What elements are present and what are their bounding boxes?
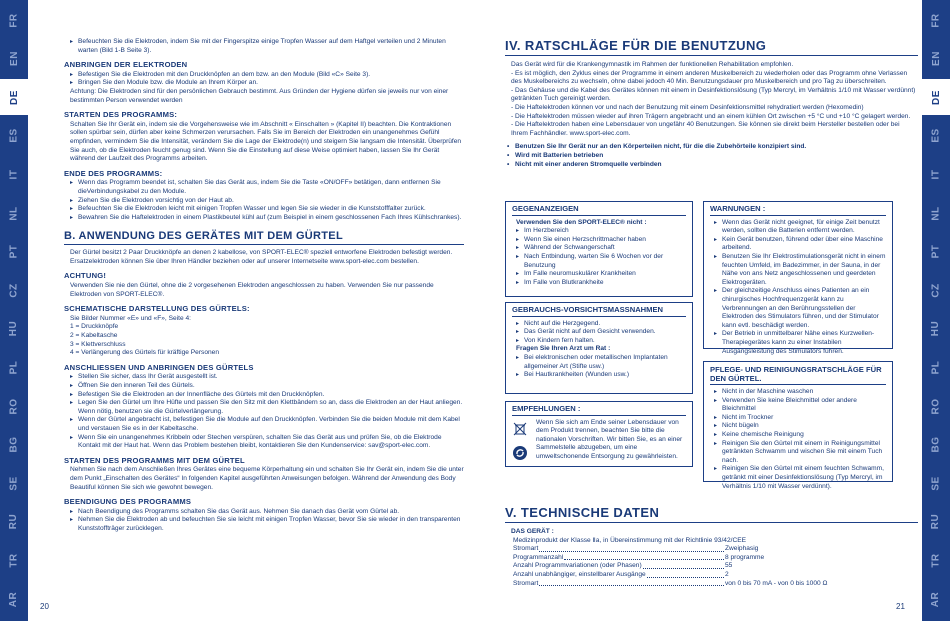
wheelie-bin-crossed-icon bbox=[512, 421, 528, 437]
recommendations-text: Wenn Sie sich am Ende seiner Lebensdauer von dem Produkt trennen, beachten Sie bitte die nationalen Vorschriften. Wir bitten Sie, es an einer Sammelstelle abzugeben, um eine umweltschonende Entsorgung zu gewährleisten. bbox=[536, 418, 683, 460]
language-label: HU bbox=[8, 321, 20, 337]
language-strip-left bbox=[0, 0, 28, 621]
section-title: STARTEN DES PROGRAMMS: bbox=[64, 110, 178, 120]
bullet-item: ▸ Nach Beendigung des Programms schalten Sie das Gerät aus. Nehmen Sie danach das Gerät vom Gürtel ab. bbox=[70, 508, 464, 517]
language-label: PT bbox=[930, 244, 942, 259]
language-tab-pl bbox=[922, 349, 950, 385]
language-label: IT bbox=[930, 169, 942, 180]
language-label: RO bbox=[8, 398, 20, 414]
intro-bullet: ▸ Befeuchten Sie die Elektroden, indem Sie mit der Fingerspitze einige Tropfen Wasser auf dem Haftgel verteilen und 2 Minuten warten (Bild 1-B Seite 3). bbox=[70, 38, 464, 55]
language-label: FR bbox=[8, 12, 20, 28]
language-tab-en bbox=[922, 41, 950, 77]
box-title: EMPFEHLUNGEN : bbox=[512, 405, 686, 416]
warnings-list bbox=[710, 219, 886, 357]
page-number-left: 20 bbox=[40, 602, 49, 611]
language-tab-de bbox=[0, 79, 28, 115]
bullet-item: ▸ Bewahren Sie die Haftelektroden in einem Plastikbeutel kühl auf (zum Beispiel in einem geschlossenen Fach Ihres Kühlschrankes). bbox=[70, 214, 464, 223]
paragraph: - Das Gehäuse und die Kabel des Gerätes können mit einem in Desinfektionslösung (Typ Mercryl, im Verhältnis 1/10 mit Wasser verdünnt) getränkten Tuch gereinigt werden. bbox=[511, 86, 916, 103]
language-tab-es bbox=[0, 118, 28, 154]
recycle-icon bbox=[512, 445, 528, 461]
list-item: ▸ Der Betrieb in unmittelbarer Nähe eines Kurzwellen-Therapiegerätes kann zu einer Instabilen Ausgangsleistung des Stimulators führen. bbox=[714, 330, 886, 356]
list-item: ▸ Wenn das Gerät nicht geeignet, für einige Zeit benutzt werden, sollten die Batterien entfernt werden. bbox=[714, 219, 886, 236]
paragraph: Der Gürtel besitzt 2 Paar Druckknöpfe an denen 2 kabellose, von SPORT-ELEC® speziell entworfene Elektroden befestigt werden. Ersatzelektroden können Sie über Ihren Händler beziehen oder auf unserer Internetseite www.sport-elec.com bestellen. bbox=[70, 249, 453, 265]
contraindications-list bbox=[512, 227, 686, 287]
language-tab-it bbox=[0, 156, 28, 192]
list-item: ▸ Nach Entbindung, warten Sie 6 Wochen vor der Benutzung bbox=[516, 253, 686, 270]
list-item: ▸ Benutzen Sie Ihr Elektrostimulationsgerät nicht in einem feuchten Umfeld, im Badezimmer, in der Sauna, in der Nähe von ans Netz angeschlossenen und geerdeten Elektrogeräten. bbox=[714, 253, 886, 287]
section-title: BEENDIGUNG DES PROGRAMMS bbox=[64, 497, 192, 507]
language-tab-ar bbox=[0, 581, 28, 617]
dot-leader bbox=[564, 554, 724, 561]
list-item: ▸ Wenn Sie einen Herzschrittmacher haben bbox=[516, 236, 686, 245]
language-tab-de bbox=[922, 79, 950, 115]
chapter-heading: B. ANWENDUNG DES GERÄTES MIT DEM GÜRTEL bbox=[64, 230, 464, 245]
list-item: ▸ Bei Hautkrankheiten (Wunden usw.) bbox=[516, 371, 686, 380]
list-item: ▸ Reinigen Sie den Gürtel mit einem feuchten Schwamm, getränkt mit einer Desinfektionslösung (Typ Mercryl, im Verhältnis 1/10 mit Wasser verdünnt). bbox=[714, 465, 886, 491]
bold-bullet: • Nicht mit einer anderen Stromquelle verbinden bbox=[507, 161, 918, 170]
list-item: 4 = Verlängerung des Gürtels für kräftige Personen bbox=[70, 349, 219, 357]
language-tab-bg bbox=[922, 427, 950, 463]
bullet-item: ▸ Befeuchten Sie die Elektroden leicht mit einigen Tropfen Wasser und legen Sie sie wieder in die Kunststofffalter zurück. bbox=[70, 205, 464, 214]
language-tab-se bbox=[0, 465, 28, 501]
list-item: ▸ Reinigen Sie den Gürtel mit einem in Reinigungsmittel getränkten Schwamm und wischen Sie mit einem Tuch nach. bbox=[714, 440, 886, 466]
language-tab-cz bbox=[922, 272, 950, 308]
tech-subtitle: DAS GERÄT : bbox=[511, 528, 554, 535]
right-page bbox=[505, 38, 918, 169]
list-item: 2 = Kabeltasche bbox=[70, 332, 118, 340]
bold-bullet: • Benutzen Sie Ihr Gerät nur an den Körperteilen nicht, für die die Zubehörteile konzipiert sind. bbox=[507, 143, 918, 152]
tech-value: 8 programme bbox=[725, 553, 765, 561]
language-label: DE bbox=[8, 89, 20, 105]
bullet-item: ▸ Ziehen Sie die Elektroden vorsichtig von der Haut ab. bbox=[70, 197, 464, 206]
language-tab-tr bbox=[0, 542, 28, 578]
language-tab-tr bbox=[922, 542, 950, 578]
bullet-item: ▸ Wenn der Gürtel angebracht ist, befestigen Sie die Module auf den Druckknöpfen. Verbinden Sie die beiden Module mit dem Kabel und verstauen Sie es in der Kabeltasche. bbox=[70, 416, 464, 433]
list-item: ▸ Nicht bügeln bbox=[714, 422, 886, 431]
language-tab-nl bbox=[0, 195, 28, 231]
tech-key: Programmanzahl bbox=[513, 553, 564, 561]
section-title: ANSCHLIESSEN UND ANBRINGEN DES GÜRTELS bbox=[64, 362, 254, 372]
language-label: AR bbox=[8, 591, 20, 607]
tech-row bbox=[513, 562, 835, 571]
tech-row bbox=[513, 571, 835, 580]
tech-row bbox=[513, 545, 835, 554]
dot-leader bbox=[643, 562, 724, 569]
bullet-item: ▸ Wenn das Programm beendet ist, schalten Sie das Gerät aus, indem Sie die Taste «ON/OFF» betätigen, dann entfernen Sie dieVerbindungskabel zu den Module. bbox=[70, 179, 464, 196]
box-title: GEBRAUCHS-VORSICHTSMASSNAHMEN bbox=[512, 306, 686, 317]
bullet-item: ▸ Legen Sie den Gürtel um Ihre Hüfte und passen Sie den Sitz mit den Klettbändern so an, dass die Elektroden an der Haut anliegen. Wenn nötig, benutzen sie die Gürtelverlängerung. bbox=[70, 399, 464, 416]
paragraph: - Die Haftelektroden können vor und nach der Benutzung mit einem Desinfektionsmittel rehydratiert werden (Hexomedin) bbox=[511, 103, 864, 111]
tech-value: 2 bbox=[725, 570, 729, 578]
list-item: ▸ Während der Schwangerschaft bbox=[516, 244, 686, 253]
care-list bbox=[710, 388, 886, 491]
section-title: ANBRINGEN DER ELEKTRODEN bbox=[64, 60, 188, 70]
paragraph: Nehmen Sie nach dem Anschließen Ihres Gerätes eine bequeme Körperhaltung ein und schalten Sie Ihr Gerät ein, indem Sie die unter dem Punkt „Einschalten des Gerätes“ In folgenden Kapitel ausgeführten Anweisungen befolgen. Während der Anwendung des Body Beautiful können Sie sich wie gewohnt bewegen. bbox=[70, 466, 464, 491]
language-tab-ro bbox=[0, 388, 28, 424]
tech-key: Stromart bbox=[513, 579, 539, 587]
tech-value: von 0 bis 70 mA - von 0 bis 1000 Ω bbox=[725, 579, 828, 587]
precautions-list-2 bbox=[512, 354, 686, 380]
language-label: PT bbox=[8, 244, 20, 259]
language-label: TR bbox=[930, 553, 942, 568]
language-tab-hu bbox=[922, 311, 950, 347]
list-item: ▸ Nicht in der Maschine waschen bbox=[714, 388, 886, 397]
paragraph: - Es ist möglich, den Zyklus eines der Programme in einem anderen Muskelbereich zu wiederholen oder das Programm ohne Verlassen des Muskelbereichs zu wechseln, ohne dabei jedoch 40 Min. Benutzungsdauer pro Muskelbereich und pro Tag zu überschreiten. bbox=[511, 69, 908, 86]
language-tab-hu bbox=[0, 311, 28, 347]
language-tab-fr bbox=[0, 2, 28, 38]
list-item: ▸ Nicht auf die Herzgegend. bbox=[516, 320, 686, 329]
box-title: PFLEGE- UND REINIGUNGSRATSCHLÄGE FÜR DEN GÜRTEL. bbox=[710, 365, 886, 385]
language-tab-fr bbox=[922, 2, 950, 38]
box-title: WARNUNGEN : bbox=[710, 205, 886, 216]
language-tab-bg bbox=[0, 427, 28, 463]
language-tab-en bbox=[0, 41, 28, 77]
language-label: NL bbox=[8, 205, 20, 221]
section-title: ACHTUNG! bbox=[64, 271, 107, 281]
paragraph: Verwenden Sie nie den Gürtel, ohne die 2 vorgesehenen Elektroden angeschlossen zu haben. Verwenden Sie nur passende Elektroden von SPORT-ELEC®. bbox=[70, 282, 434, 298]
language-label: RU bbox=[8, 514, 20, 530]
language-tab-ru bbox=[922, 504, 950, 540]
page-number-right: 21 bbox=[896, 602, 905, 611]
tech-key: Anzahl unabhängiger, einstellbarer Ausgänge bbox=[513, 570, 646, 578]
language-label: FR bbox=[930, 12, 942, 28]
dot-leader bbox=[539, 580, 724, 587]
section-title: ENDE DES PROGRAMMS: bbox=[64, 168, 163, 178]
box-title: GEGENANZEIGEN bbox=[512, 205, 686, 216]
language-label: TR bbox=[8, 553, 20, 568]
list-item: ▸ Das Gerät nicht auf dem Gesicht verwenden. bbox=[516, 328, 686, 337]
list-item: ▸ Kein Gerät benutzen, führend oder über eine Maschine arbeitend. bbox=[714, 236, 886, 253]
bullet-item: ▸ Öffnen Sie den inneren Teil des Gürtels. bbox=[70, 382, 464, 391]
section-title: SCHEMATISCHE DARSTELLUNG DES GÜRTELS: bbox=[64, 304, 250, 314]
language-label: CZ bbox=[930, 283, 942, 298]
list-item: ▸ Im Falle neuromuskulärer Krankheiten bbox=[516, 270, 686, 279]
list-item: ▸ Im Herzbereich bbox=[516, 227, 686, 236]
language-label: PL bbox=[930, 360, 942, 375]
list-item: ▸ Der gleichzeitige Anschluss eines Patienten an ein chirurgisches Hochfrequenzgerät kann zu Verbrennungen an den Berührungsstellen der Elektroden des Stimulators führen, und der Stimulator kann evtl. beschädigt werden. bbox=[714, 287, 886, 330]
tech-row bbox=[513, 554, 835, 563]
language-strip-right bbox=[922, 0, 950, 621]
chapter-heading: IV. RATSCHLÄGE FÜR DIE BENUTZUNG bbox=[505, 38, 918, 56]
language-tab-ru bbox=[0, 504, 28, 540]
precautions-list bbox=[512, 320, 686, 346]
tech-key: Stromart bbox=[513, 545, 539, 553]
language-label: AR bbox=[930, 591, 942, 607]
tech-table bbox=[505, 545, 835, 588]
language-tab-ro bbox=[922, 388, 950, 424]
paragraph: - Die Haftelektroden haben eine Lebensdauer von ungefähr 40 Benutzungen. Sie können sie direkt beim Hersteller bestellen oder bei Ihrem Fachhändler. www.sport-elec.com. bbox=[511, 121, 900, 137]
contraindications-box bbox=[505, 201, 693, 297]
paragraph: Sie Bilder Nummer «E» und «F», Seite 4: bbox=[70, 314, 191, 322]
language-label: DE bbox=[930, 89, 942, 105]
language-tab-cz bbox=[0, 272, 28, 308]
bold-bullet: • Wird mit Batterien betrieben bbox=[507, 152, 918, 161]
language-tab-ar bbox=[922, 581, 950, 617]
tech-value: 55 bbox=[725, 562, 733, 570]
language-label: EN bbox=[930, 51, 942, 67]
language-label: HU bbox=[930, 321, 942, 337]
recommendations-box bbox=[505, 401, 693, 467]
box-subtitle: Fragen Sie Ihren Arzt um Rat : bbox=[516, 345, 611, 353]
list-item: ▸ Keine chemische Reinigung bbox=[714, 431, 886, 440]
language-label: PL bbox=[8, 360, 20, 375]
language-label: BG bbox=[930, 436, 942, 453]
language-label: NL bbox=[930, 205, 942, 221]
language-tab-pt bbox=[0, 234, 28, 270]
dot-leader bbox=[539, 545, 724, 552]
language-label: ES bbox=[930, 128, 942, 143]
language-tab-se bbox=[922, 465, 950, 501]
bullet-item: ▸ Bringen Sie den Module bzw. die Module an Ihrem Körper an. bbox=[70, 79, 464, 88]
language-label: BG bbox=[8, 436, 20, 453]
list-item: 1 = Druckknöpfe bbox=[70, 323, 119, 331]
tech-row bbox=[513, 580, 835, 589]
language-tab-pl bbox=[0, 349, 28, 385]
paragraph: Das Gerät wird für die Krankengymnastik im Rahmen der funktionellen Rehabilitation empfohlen. bbox=[511, 61, 794, 68]
language-label: SE bbox=[8, 476, 20, 491]
paragraph: Achtung: Die Elektroden sind für den persönlichen Gebrauch bestimmt. Aus Gründen der Hygiene dürfen sie jeweils nur von einer bestimmten Person verwendet werden bbox=[70, 87, 449, 104]
language-label: RU bbox=[930, 514, 942, 530]
language-label: CZ bbox=[8, 283, 20, 298]
section-title: STARTEN DES PROGRAMMS MIT DEM GÜRTEL bbox=[64, 455, 245, 465]
bullet-item: ▸ Stellen Sie sicher, dass Ihr Gerät ausgestellt ist. bbox=[70, 373, 464, 382]
bullet-item: ▸ Nehmen Sie die Elektroden ab und befeuchten Sie sie leicht mit einigen Tropfen Wasser, bevor Sie sie wieder in den transparenten Kunststoffträger zurücklegen. bbox=[70, 516, 464, 533]
bullet-item: ▸ Befestigen Sie die Elektroden mit den Druckknöpfen an dem bzw. an den Module (Bild «C» Seite 3). bbox=[70, 71, 464, 80]
list-item: ▸ Nicht im Trockner bbox=[714, 414, 886, 423]
language-tab-pt bbox=[922, 234, 950, 270]
bullet-item: ▸ Befestigen Sie die Elektroden an der Innenfläche des Gürtels mit den Druckknöpfen. bbox=[70, 391, 464, 400]
tech-value: Zweiphasig bbox=[725, 545, 759, 553]
tech-key: Anzahl Programmvariationen (oder Phasen) bbox=[513, 562, 642, 570]
list-item: ▸ Im Falle von Blutkrankheite bbox=[516, 279, 686, 288]
left-page bbox=[64, 38, 464, 534]
list-item: ▸ Verwenden Sie keine Bleichmittel oder andere Bleichmittel bbox=[714, 397, 886, 414]
warnings-box bbox=[703, 201, 893, 355]
language-label: ES bbox=[8, 128, 20, 143]
language-label: EN bbox=[8, 51, 20, 67]
paragraph: - Die Haftelektroden müssen wieder auf ihren Trägern angebracht und an einem kühlen Ort zwischen +5 °C und +10 °C gelagert werden. bbox=[511, 112, 911, 120]
list-item: ▸ Von Kindern fern halten. bbox=[516, 337, 686, 346]
precautions-box bbox=[505, 302, 693, 394]
paragraph: Schalten Sie Ihr Gerät ein, indem sie die Vorgehensweise wie im Abschnitt « Einschalten » (Kapitel II) beachten. Die Kontraktionen sollen spürbar sein, dürfen aber keine Schmerzen verursachen. Falls Sie im Bereich der Elektroden ein unangenehmes Gefühl empfinden, vermindern Sie die Intensität, verändern Sie die Lage der Elektrode(n) und steigern Sie langsam die Intensität. Überprüfen Sie auch, ob die Elektroden feucht genug sind. Wenn Sie die Einstellung auf diese Weise optimiert haben, lassen Sie Ihr Gerät während der Laufzeit des Programms arbeiten. bbox=[70, 120, 462, 163]
care-box bbox=[703, 361, 893, 490]
language-label: IT bbox=[8, 169, 20, 180]
box-subtitle: Verwenden Sie den SPORT-ELEC® nicht : bbox=[516, 218, 647, 226]
chapter-heading: V. TECHNISCHE DATEN bbox=[505, 505, 918, 523]
bullet-item: ▸ Wenn Sie ein unangenehmes Kribbeln oder Stechen verspüren, schalten Sie das Gerät aus und prüfen Sie, ob die Elektrode Kontakt mit der Haut hat. Wenn das Problem bestehen bleibt, kontaktieren Sie den Kundenservice: sav@sport-elec.com. bbox=[70, 434, 464, 451]
dot-leader bbox=[647, 571, 724, 578]
technical-data-section bbox=[505, 505, 918, 588]
list-item: ▸ Bei elektronischen oder metallischen Implantaten allgemeiner Art (Stifte usw.) bbox=[516, 354, 686, 371]
list-item: 3 = Klettverschluss bbox=[70, 340, 126, 348]
language-tab-nl bbox=[922, 195, 950, 231]
language-tab-it bbox=[922, 156, 950, 192]
language-tab-es bbox=[922, 118, 950, 154]
tech-class-line: Medizinprodukt der Klasse Ⅱa, in Übereinstimmung mit der Richtlinie 93/42/CEE bbox=[513, 536, 747, 544]
language-label: RO bbox=[930, 398, 942, 414]
language-label: SE bbox=[930, 476, 942, 491]
